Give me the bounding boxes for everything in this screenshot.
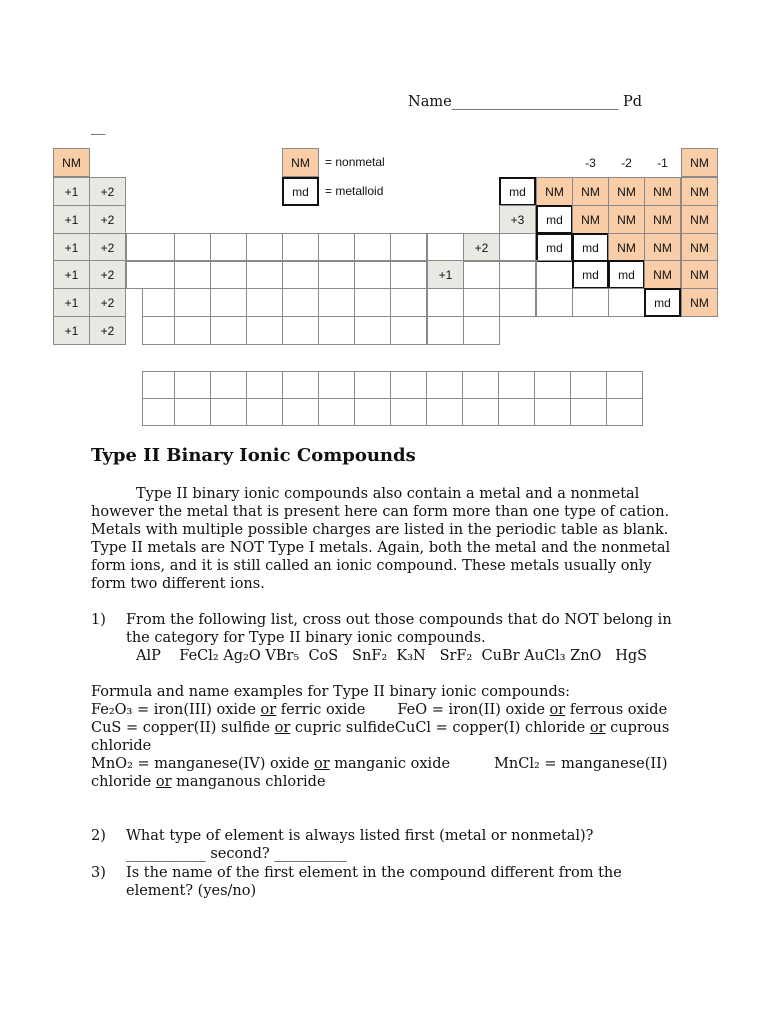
cell-xe: NM: [681, 260, 718, 289]
cell-cd: [463, 260, 500, 289]
cell-la: [142, 288, 175, 317]
name-label: Name: [408, 94, 452, 110]
cell-ni: [390, 233, 427, 262]
cell-mn: [282, 233, 319, 262]
cell-se: NM: [608, 233, 645, 262]
cell-db: [210, 316, 247, 345]
cell-rf: [174, 316, 211, 345]
cell-po: [608, 288, 645, 317]
fe2o3-formula: Fe₂O₃: [91, 702, 133, 718]
name-line: [408, 93, 642, 111]
cucl-common: cuprous chloride: [91, 720, 670, 754]
cell-sn: [536, 260, 573, 289]
cell-bi: [572, 288, 609, 317]
q3-text: Is the name of the first element in the compound different from the element? (yes/no): [126, 865, 622, 899]
q1-number: 1): [91, 612, 106, 628]
cell-li: +1: [53, 177, 90, 206]
cell-mo: [246, 260, 283, 289]
cell-nb: [210, 260, 247, 289]
or-word: or: [549, 702, 566, 718]
cell-mg: +2: [89, 205, 126, 234]
cell-cl: NM: [644, 205, 681, 234]
or-word: or: [589, 720, 606, 736]
cell-s: NM: [608, 205, 645, 234]
q2-blank-second[interactable]: __________: [274, 846, 347, 862]
cell-na: +1: [53, 205, 90, 234]
feo-name: = iron(II) oxide: [427, 702, 550, 718]
cell-hg: [463, 288, 500, 317]
cell-he: NM: [681, 148, 718, 177]
cell-zr: [174, 260, 211, 289]
cell-bh: [282, 316, 319, 345]
pd-label: Pd: [623, 94, 643, 110]
cell-sc: [126, 233, 175, 262]
cell-sg: [246, 316, 283, 345]
cell-in: [499, 260, 536, 289]
cell-ir: [354, 288, 391, 317]
cell-be: +2: [89, 177, 126, 206]
q1-compound-list[interactable]: AlP FeCl₂ Ag₂O VBr₅ CoS SnF₂ K₃N SrF₂ CuBr AuCl₃ ZnO HgS: [136, 648, 648, 664]
q2-answer-line: [126, 845, 686, 863]
cell-b: md: [499, 177, 536, 206]
q2-block: [126, 827, 686, 863]
or-word: or: [155, 774, 172, 790]
charge-neg2: -2: [621, 155, 632, 170]
cucl-name: CuCl = copper(I) chloride: [394, 720, 590, 736]
q2-text: What type of element is always listed first (metal or nonmetal)?: [126, 828, 594, 844]
or-word: or: [260, 702, 277, 718]
mncl2-formula: MnCl₂: [494, 756, 540, 772]
feo-formula: FeO: [397, 702, 428, 718]
cell-sr: +2: [89, 260, 126, 289]
cell-ru: [318, 260, 355, 289]
cus-name: CuS = copper(II) sulfide: [91, 720, 275, 736]
examples-heading: Formula and name examples for Type II binary ionic compounds:: [91, 684, 571, 700]
pd-blank[interactable]: __: [91, 119, 106, 135]
cell-ds: [390, 316, 427, 345]
cell-hf: [174, 288, 211, 317]
cell-br: NM: [644, 233, 681, 262]
q2-number: 2): [91, 828, 106, 844]
cell-fr: +1: [53, 316, 90, 345]
cell-as: md: [572, 233, 609, 262]
feo-common: ferrous oxide: [565, 702, 668, 718]
cell-at: md: [644, 288, 681, 317]
examples-block: [91, 683, 681, 791]
cell-cn: [463, 316, 500, 345]
cell-mt: [354, 316, 391, 345]
cell-ta: [210, 288, 247, 317]
cell-cu: [427, 233, 464, 262]
cell-k: +1: [53, 233, 90, 262]
fe2o3-name: = iron(III) oxide: [132, 702, 261, 718]
cell-rg: [427, 316, 464, 345]
cell-rb: +1: [53, 260, 90, 289]
mno2-formula: MnO₂: [91, 756, 133, 772]
section-title: Type II Binary Ionic Compounds: [91, 445, 416, 466]
cell-ra: +2: [89, 316, 126, 345]
name-blank[interactable]: _______________________: [451, 94, 619, 110]
intro-paragraph: Type II binary ionic compounds also contain a metal and a nonmetal however the metal that is present here can form more than one type of cation. Metals with multiple possible charges are listed in the periodic table as blank. Type II metals are NOT Type I metals. Again, both the metal and the nonmetal form ions, and it is still called an ionic compound. These metals usually only form two different ions.: [91, 486, 671, 592]
cell-kr: NM: [681, 233, 718, 262]
cell-tl: [499, 288, 536, 317]
q3-number: 3): [91, 865, 106, 881]
cell-rn: NM: [681, 288, 718, 317]
example-copper: [91, 719, 681, 755]
cell-re: [282, 288, 319, 317]
legend-nm-text: = nonmetal: [325, 155, 385, 169]
cell-au: [427, 288, 464, 317]
cell-pt: [390, 288, 427, 317]
cell-ne: NM: [681, 177, 718, 206]
legend-md-box: md: [282, 177, 319, 206]
example-manganese: [91, 755, 681, 791]
cell-f: NM: [644, 177, 681, 206]
cell-ge: md: [536, 233, 573, 262]
cell-ag: +1: [427, 260, 464, 289]
cell-os: [318, 288, 355, 317]
cell-ti: [174, 233, 211, 262]
cell-ca: +2: [89, 233, 126, 262]
cell-h: NM: [53, 148, 90, 177]
legend-md-text: = metalloid: [325, 184, 384, 198]
cell-si: md: [536, 205, 573, 234]
cell-v: [210, 233, 247, 262]
cell-te: md: [608, 260, 645, 289]
cell-pd: [390, 260, 427, 289]
cell-cs: +1: [53, 288, 90, 317]
cell-al: +3: [499, 205, 536, 234]
q2-blank-first[interactable]: ___________: [126, 846, 206, 862]
cell-zn: +2: [463, 233, 500, 262]
cell-ac: [142, 316, 175, 345]
cus-common: cupric sulfide: [290, 720, 395, 736]
mncl2-name: = manganese(II) chloride: [91, 756, 668, 790]
cell-n: NM: [572, 177, 609, 206]
cell-ba: +2: [89, 288, 126, 317]
mno2-name: = manganese(IV) oxide: [132, 756, 314, 772]
cell-w: [246, 288, 283, 317]
cell-rh: [354, 260, 391, 289]
cell-o: NM: [608, 177, 645, 206]
f-block-grid: [142, 371, 643, 426]
cell-y: [126, 260, 175, 289]
cell-sb: md: [572, 260, 609, 289]
cell-cr: [246, 233, 283, 262]
cell-i: NM: [644, 260, 681, 289]
mno2-common: manganic oxide: [329, 756, 451, 772]
charge-neg3: -3: [585, 155, 596, 170]
cell-co: [354, 233, 391, 262]
cell-ga: [499, 233, 536, 262]
mncl2-common: manganous chloride: [171, 774, 326, 790]
fe2o3-common: ferric oxide: [276, 702, 366, 718]
charge-neg1: -1: [657, 155, 668, 170]
cell-hs: [318, 316, 355, 345]
cell-fe: [318, 233, 355, 262]
cell-tc: [282, 260, 319, 289]
cell-pb: [536, 288, 573, 317]
example-iron: [91, 701, 681, 719]
or-word: or: [314, 756, 330, 772]
cell-ar: NM: [681, 205, 718, 234]
q1-text: From the following list, cross out those compounds that do NOT belong in the category for Type II binary ionic compounds.: [126, 612, 672, 646]
or-word: or: [274, 720, 291, 736]
cell-p: NM: [572, 205, 609, 234]
q2-second-label: second?: [205, 846, 275, 862]
cell-c: NM: [536, 177, 573, 206]
legend-nm-box: NM: [282, 148, 319, 177]
